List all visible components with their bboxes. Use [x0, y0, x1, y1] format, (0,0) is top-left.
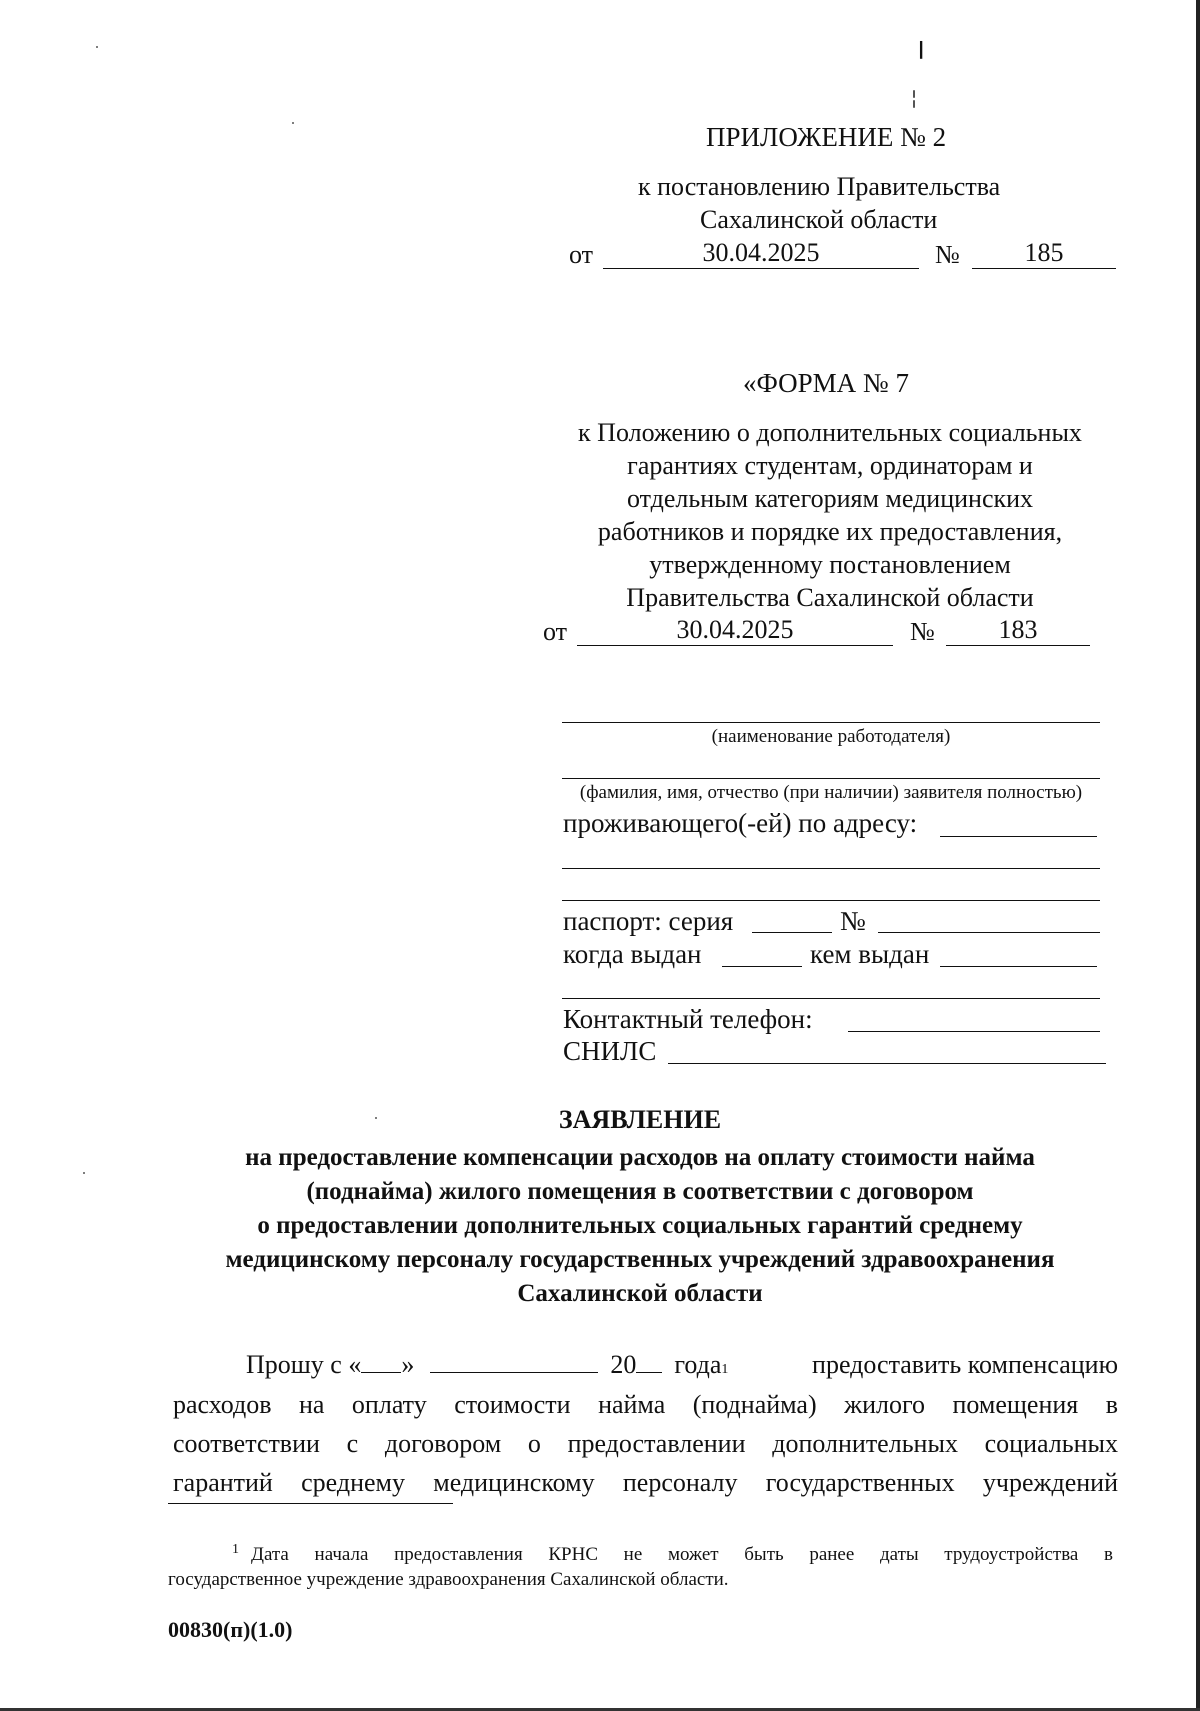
- scan-speck: [292, 122, 294, 124]
- request-suffix: предоставить компенсацию: [812, 1350, 1118, 1379]
- issued-by-field-line[interactable]: [562, 998, 1100, 999]
- applicant-name-caption: (фамилия, имя, отчество (при наличии) заявителя полностью): [579, 782, 1083, 803]
- resolution-number: 185: [1024, 238, 1064, 267]
- issued-when-label: когда выдан: [563, 939, 702, 969]
- form-reg-line: работников и порядке их предоставления,: [597, 517, 1063, 546]
- appendix-resolution: к постановлению Правительства: [638, 172, 1001, 201]
- scan-edge-right: [1196, 0, 1200, 1711]
- issued-when-field[interactable]: [722, 966, 802, 967]
- form-reg-line: отдельным категориям медицинских: [626, 484, 1034, 513]
- body-paragraph: [173, 1385, 1118, 1502]
- address-field-line[interactable]: [562, 900, 1100, 901]
- employer-field[interactable]: [562, 722, 1100, 723]
- footnote-marker: 1: [232, 1541, 239, 1557]
- appendix-region: Сахалинской области: [700, 205, 938, 234]
- number-underline: [946, 645, 1090, 646]
- from-label: от: [569, 240, 594, 269]
- address-field[interactable]: [940, 836, 1097, 837]
- form-reg-line: гарантиях студентам, ординаторам и: [627, 451, 1033, 480]
- year-word: года: [674, 1350, 722, 1379]
- from-label: от: [543, 617, 568, 646]
- start-month-field[interactable]: [430, 1350, 598, 1373]
- passport-number-field[interactable]: [878, 932, 1100, 933]
- statement-subtitle: [150, 1141, 1130, 1311]
- regulation-number: 183: [998, 615, 1038, 644]
- subtitle-line: на предоставление компенсации расходов на оплату стоимости найма: [245, 1144, 1035, 1171]
- year-prefix: 20: [610, 1350, 637, 1379]
- footnote-line: [168, 1542, 1113, 1567]
- number-underline: [972, 268, 1116, 269]
- address-label: проживающего(-ей) по адресу:: [563, 808, 918, 838]
- subtitle-line: Сахалинской области: [517, 1280, 763, 1307]
- subtitle-line: о предоставлении дополнительных социальных гарантий среднему: [257, 1212, 1023, 1239]
- form-reg-line: Правительства Сахалинской области: [626, 583, 1034, 612]
- body-line: гарантий среднему медицинскому персоналу государственных учреждений: [173, 1468, 1118, 1497]
- date-underline: [577, 645, 893, 646]
- issued-by-field[interactable]: [940, 966, 1097, 967]
- passport-series-field[interactable]: [752, 932, 832, 933]
- footnote-line: государственное учреждение здравоохранения Сахалинской области.: [168, 1569, 729, 1590]
- employer-caption: (наименование работодателя): [711, 726, 951, 747]
- close-quote: »: [401, 1350, 415, 1379]
- scan-speck: [913, 90, 915, 98]
- statement-title: ЗАЯВЛЕНИЕ: [558, 1105, 722, 1134]
- phone-field[interactable]: [848, 1031, 1100, 1032]
- form-reg-line: утвержденному постановлением: [649, 550, 1011, 579]
- regulation-date: 30.04.2025: [676, 615, 794, 644]
- request-prefix: Прошу с «: [246, 1350, 362, 1379]
- appendix-title: ПРИЛОЖЕНИЕ № 2: [706, 122, 947, 152]
- number-label: №: [935, 240, 960, 269]
- footnote-text: Дата начала предоставления КРНС не может быть ранее даты трудоустройства в: [251, 1544, 1113, 1565]
- start-year-field[interactable]: [636, 1350, 662, 1373]
- form-reg-line: к Положению о дополнительных социальных: [578, 418, 1082, 447]
- scan-speck: [913, 100, 915, 108]
- body-line: соответствии с договором о предоставлении дополнительных социальных: [173, 1429, 1118, 1458]
- applicant-name-field[interactable]: [562, 778, 1100, 779]
- snils-label: СНИЛС: [563, 1036, 657, 1066]
- document-code: 00830(п)(1.0): [168, 1617, 293, 1642]
- passport-number-label: №: [840, 906, 866, 936]
- resolution-date: 30.04.2025: [702, 238, 820, 267]
- subtitle-line: (поднайма) жилого помещения в соответствии с договором: [306, 1178, 974, 1205]
- passport-series-label: паспорт: серия: [563, 906, 734, 936]
- footnote: [168, 1542, 1113, 1592]
- phone-label: Контактный телефон:: [563, 1004, 813, 1034]
- body-first-line: Прошу с « » 20 года 1 предоставить компенсацию: [246, 1350, 1118, 1379]
- scan-mark: ╵: [912, 43, 931, 76]
- body-line: расходов на оплату стоимости найма (поднайма) жилого помещения в: [173, 1390, 1118, 1419]
- scan-speck: [96, 46, 98, 48]
- snils-field[interactable]: [668, 1063, 1106, 1064]
- date-underline: [603, 268, 919, 269]
- number-label: №: [910, 617, 935, 646]
- address-field-line[interactable]: [562, 868, 1100, 869]
- scan-speck: [83, 1172, 85, 1174]
- subtitle-line: медицинскому персоналу государственных учреждений здравоохранения: [225, 1246, 1055, 1273]
- issued-by-label: кем выдан: [810, 939, 930, 969]
- start-day-field[interactable]: [361, 1350, 401, 1373]
- footnote-separator: [168, 1503, 453, 1504]
- form-title: «ФОРМА № 7: [743, 368, 909, 398]
